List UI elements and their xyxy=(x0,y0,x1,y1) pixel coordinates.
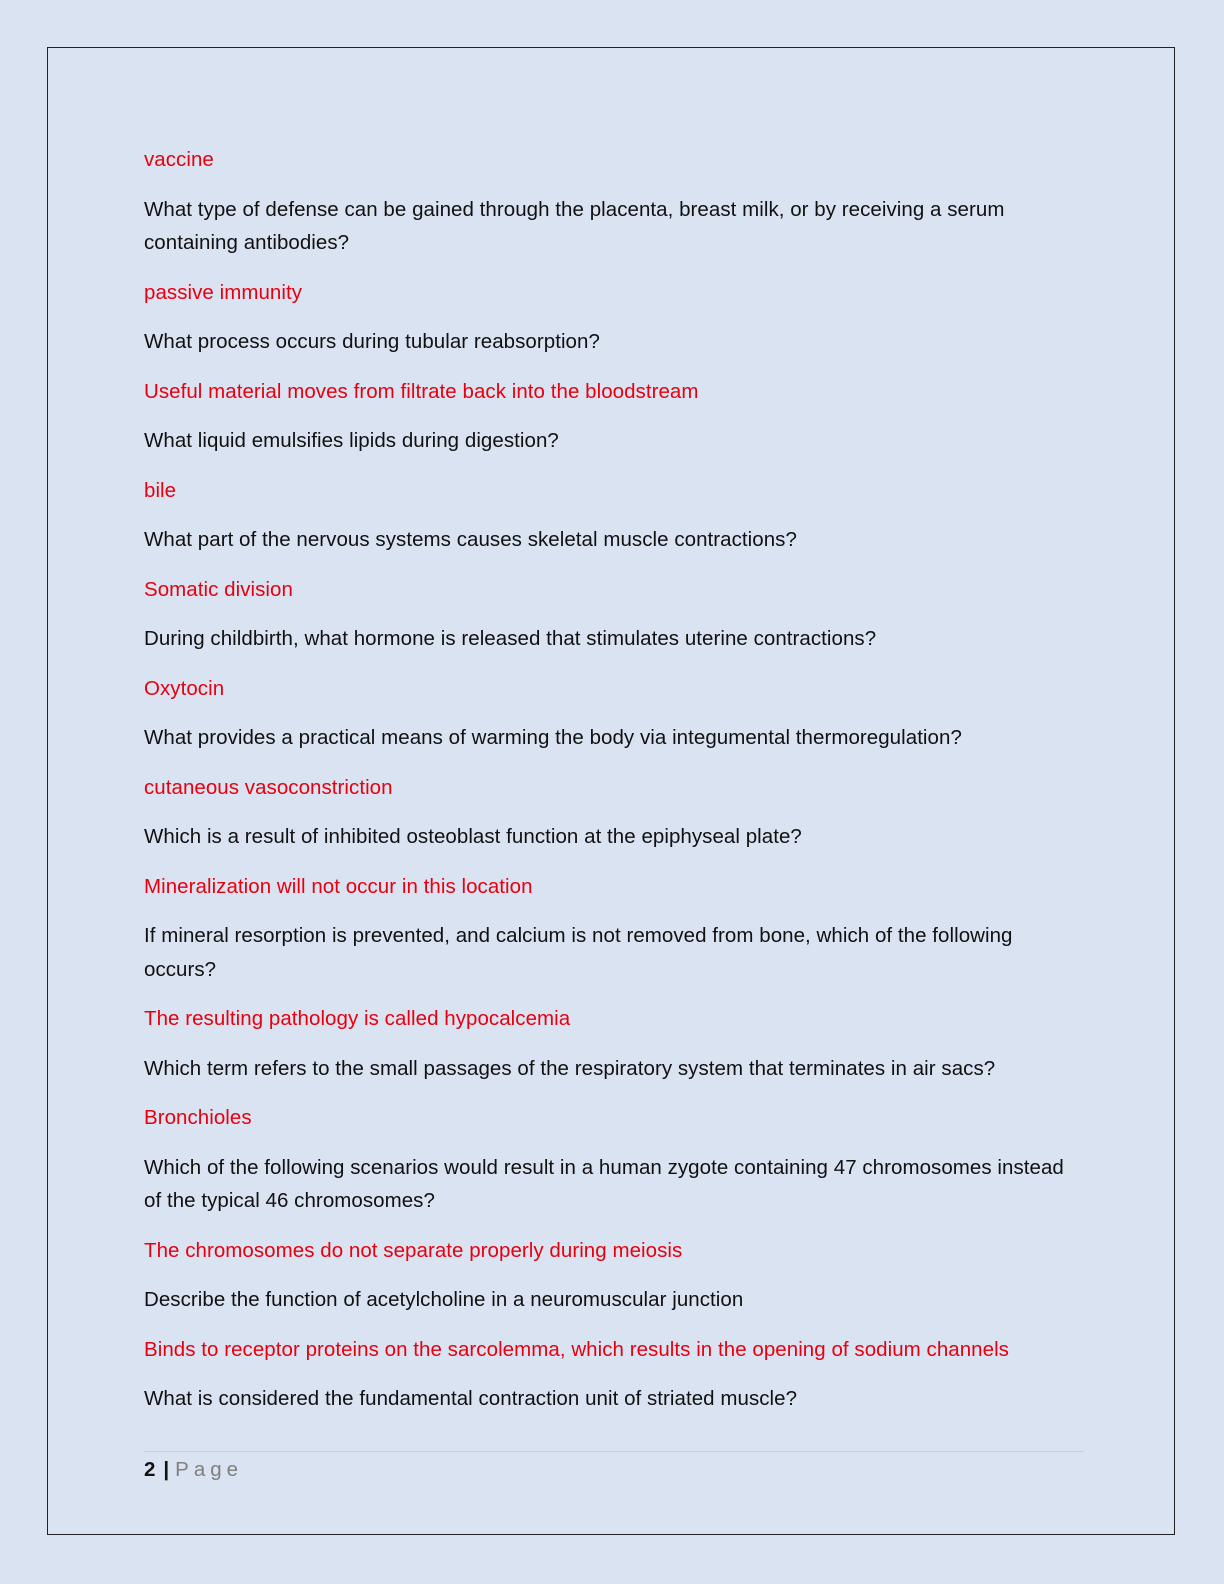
page-footer xyxy=(144,1455,243,1485)
answer-line: bile xyxy=(144,478,177,502)
page-number: 2 xyxy=(144,1458,156,1481)
document-body xyxy=(144,143,1079,1432)
answer-line: Useful material moves from filtrate back into the bloodstream xyxy=(144,379,699,403)
footer-divider xyxy=(144,1451,1084,1452)
question-line: During childbirth, what hormone is released that stimulates uterine contractions? xyxy=(144,627,877,650)
answer-line: vaccine xyxy=(144,148,214,171)
question-line: What liquid emulsifies lipids during digestion? xyxy=(144,429,559,452)
answer-line: Oxytocin xyxy=(144,676,225,700)
question-line: What type of defense can be gained through the placenta, breast milk, or by receiving a serum containing antibodies? xyxy=(144,197,1005,254)
question-line: Which of the following scenarios would result in a human zygote containing 47 chromosomes instead of the typical 46 chromosomes? xyxy=(144,1155,1064,1212)
question-line: What process occurs during tubular reabsorption? xyxy=(144,330,600,353)
answer-line: Binds to receptor proteins on the sarcolemma, which results in the opening of sodium channels xyxy=(144,1337,1009,1361)
answer-line: Bronchioles xyxy=(144,1106,252,1129)
question-line: What is considered the fundamental contraction unit of striated muscle? xyxy=(144,1387,798,1410)
answer-line: Mineralization will not occur in this location xyxy=(144,874,533,898)
question-line: Which is a result of inhibited osteoblast function at the epiphyseal plate? xyxy=(144,825,802,848)
question-line: What part of the nervous systems causes skeletal muscle contractions? xyxy=(144,528,797,551)
answer-line: The chromosomes do not separate properly during meiosis xyxy=(144,1238,683,1262)
question-line: Describe the function of acetylcholine in a neuromuscular junction xyxy=(144,1288,744,1311)
question-line: What provides a practical means of warming the body via integumental thermoregulation? xyxy=(144,726,962,749)
page-label: Page xyxy=(175,1458,244,1481)
question-line: If mineral resorption is prevented, and calcium is not removed from bone, which of the following occurs? xyxy=(144,924,1013,981)
answer-line: Somatic division xyxy=(144,577,293,601)
answer-line: passive immunity xyxy=(144,280,303,304)
answer-line: cutaneous vasoconstriction xyxy=(144,775,393,799)
question-line: Which term refers to the small passages of the respiratory system that terminates in air sacs? xyxy=(144,1056,996,1080)
footer-separator: | xyxy=(163,1458,170,1481)
answer-line: The resulting pathology is called hypocalcemia xyxy=(144,1007,571,1030)
